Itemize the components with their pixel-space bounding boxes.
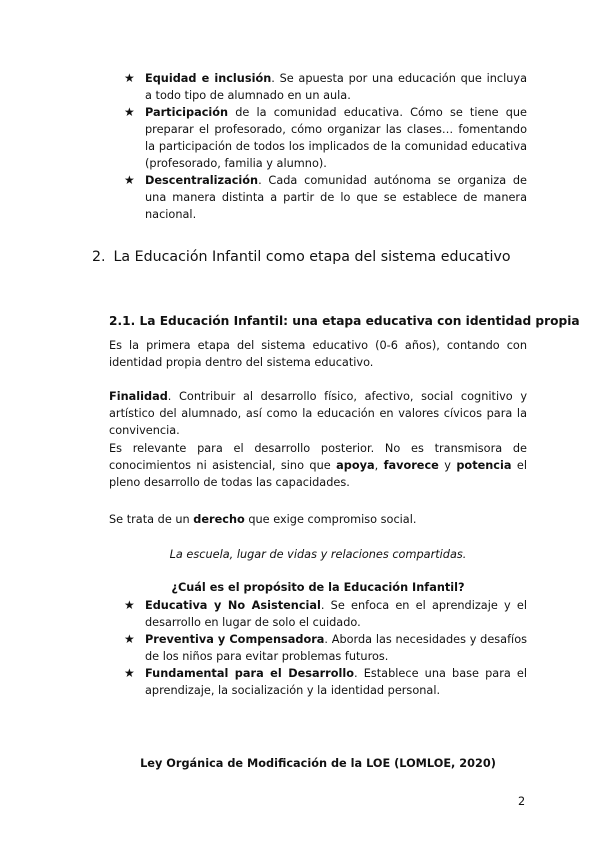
keyword-derecho: derecho [193,513,245,526]
star-bullet-icon: ★ [124,632,135,646]
section-title: La Educación Infantil como etapa del sistema educativo [113,249,511,265]
paragraph-relevance [109,440,527,491]
page-number: 2 [518,795,526,808]
list-item [124,70,527,104]
keyword-apoya: apoya [336,459,375,472]
star-bullet-icon: ★ [124,105,135,119]
section-number: 2. [92,249,106,265]
list-item [124,104,527,172]
list-item [124,665,527,699]
intro-bullet-list [124,70,527,223]
bullet-text: . Establece una base para el aprendizaje, la socialización y la identidad personal. [145,667,527,697]
subsection-heading: 2.1. La Educación Infantil: una etapa educativa con identidad propia [109,314,580,328]
quote: La escuela, lugar de vidas y relaciones compartidas. [169,548,467,561]
bullet-term: Participación [145,106,229,119]
paragraph-term: Finalidad [109,390,168,403]
paragraph-text: Se trata de un [109,513,194,526]
bullet-term: Descentralización [145,174,259,187]
section-heading [92,248,511,266]
paragraph-text: , [374,459,384,472]
paragraph-text: . Contribuir al desarrollo físico, afectivo, social cognitivo y artístico del alumnado, así como la educación en valores cívicos para la convivencia. [109,390,527,437]
bullet-text: . Se enfoca en el aprendizaje y el desarrollo en lugar de solo el cuidado. [145,599,527,629]
bullet-term: Equidad e inclusión [145,72,272,85]
star-bullet-icon: ★ [124,71,135,85]
paragraph-finalidad [109,388,527,439]
star-bullet-icon: ★ [124,173,135,187]
paragraph-text: Es relevante para el desarrollo posterior. No es transmisora de conocimientos ni asistencial, sino que [109,442,527,472]
keyword-favorece: favorece [383,459,439,472]
paragraph-text: y [438,459,457,472]
keyword-potencia: potencia [456,459,512,472]
list-item [124,597,527,631]
star-bullet-icon: ★ [124,666,135,680]
paragraph-derecho [109,511,527,528]
bullet-text: . Aborda las necesidades y desafíos de los niños para evitar problemas futuros. [145,633,527,663]
paragraph-first-stage: Es la primera etapa del sistema educativo (0-6 años), contando con identidad propia dentro del sistema educativo. [109,339,527,369]
purpose-bullet-list [124,597,527,699]
bullet-term: Educativa y No Asistencial [145,599,321,612]
paragraph-text: que exige compromiso social. [244,513,417,526]
bullet-text: . Se apuesta por una educación que incluya a todo tipo de alumnado en un aula. [145,72,528,102]
paragraph-text: el pleno desarrollo de todas las capacidades. [109,459,527,489]
bullet-term: Fundamental para el Desarrollo [145,667,354,680]
bullet-text: de la comunidad educativa. Cómo se tiene que preparar el profesorado, cómo organizar las clases… fomentando la participación de todos los implicados de la comunidad educativa (profesorado, familia y alumno). [145,106,527,170]
law-reference: Ley Orgánica de Modificación de la LOE (LOMLOE, 2020) [140,757,496,770]
purpose-question: ¿Cuál es el propósito de la Educación Infantil? [171,581,465,594]
bullet-text: . Cada comunidad autónoma se organiza de una manera distinta a partir de lo que se establece de manera nacional. [145,174,527,221]
list-item [124,172,527,223]
list-item [124,631,527,665]
bullet-term: Preventiva y Compensadora [145,633,325,646]
star-bullet-icon: ★ [124,598,135,612]
